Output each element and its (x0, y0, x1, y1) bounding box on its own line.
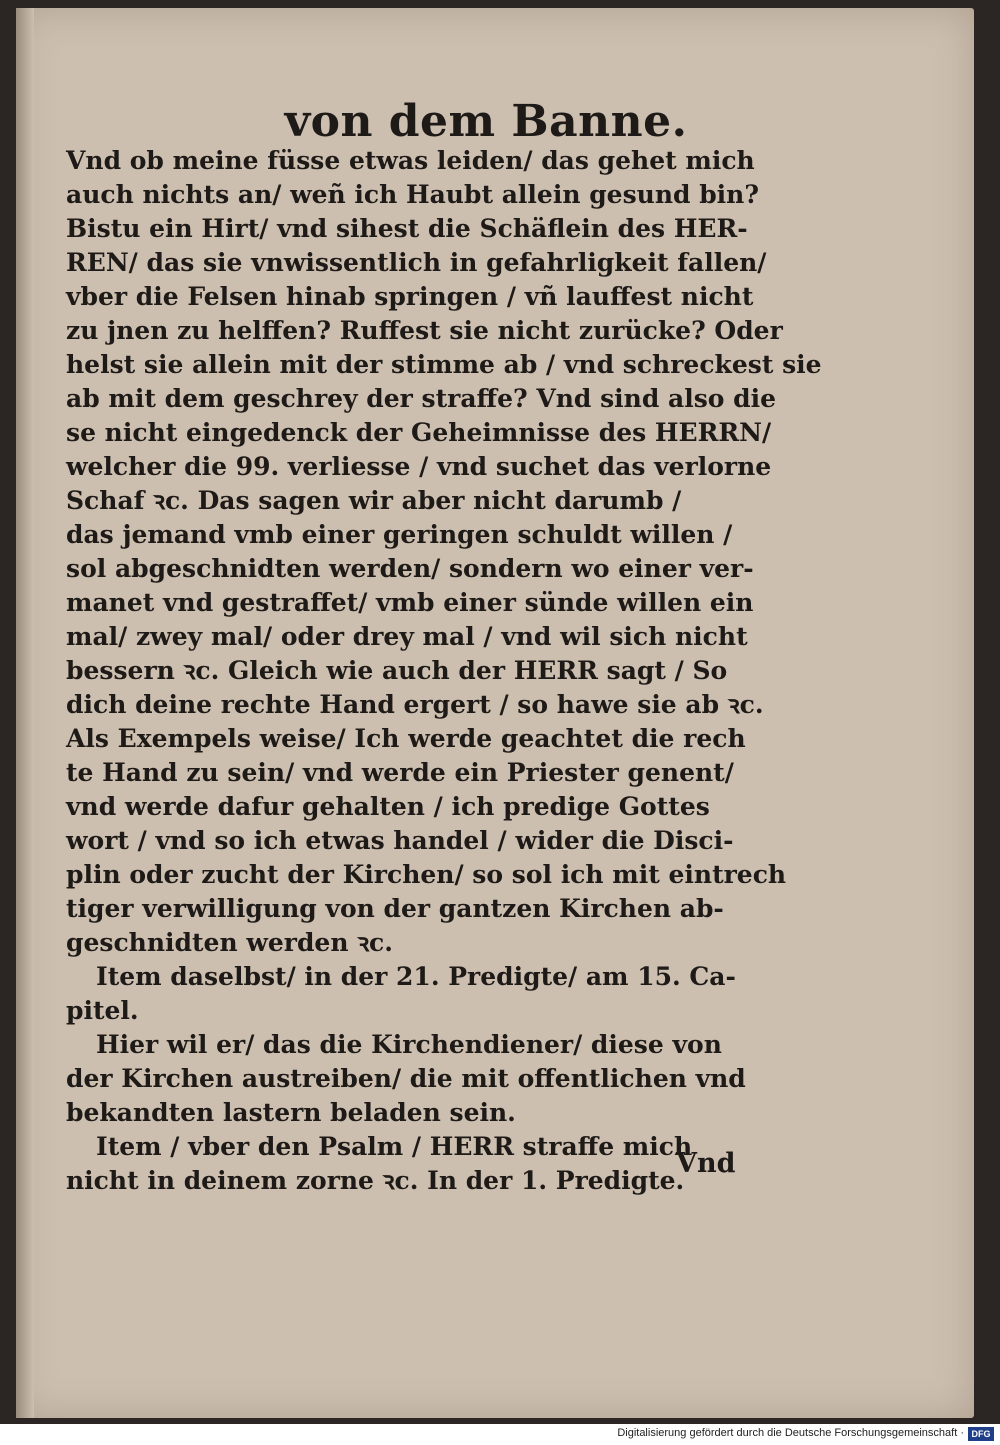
text-line: manet vnd gestraffet/ vmb einer sünde willen ein (66, 588, 754, 617)
text-line: nicht in deinem zorne ꝛc. In der 1. Predigte. (66, 1166, 685, 1195)
text-line: Bistu ein Hirt/ vnd sihest die Schäflein des HER- (66, 214, 748, 243)
text-line: REN/ das sie vnwissentlich in gefahrligkeit fallen/ (66, 248, 767, 277)
text-line: Schaf ꝛc. Das sagen wir aber nicht darumb / (66, 486, 682, 515)
text-line: zu jnen zu helffen? Ruffest sie nicht zurücke? Oder (66, 316, 783, 345)
text-line: tiger verwilligung von der gantzen Kirchen ab- (66, 894, 724, 923)
dfg-logo: DFG (968, 1427, 994, 1441)
text-line: mal/ zwey mal/ oder drey mal / vnd wil sich nicht (66, 622, 748, 651)
text-line: bessern ꝛc. Gleich wie auch der HERR sagt / So (66, 656, 728, 685)
text-line: Item / vber den Psalm / HERR straffe mich (96, 1132, 693, 1161)
text-line: welcher die 99. verliesse / vnd suchet das verlorne (66, 452, 772, 481)
text-line: plin oder zucht der Kirchen/ so sol ich mit eintrech (66, 860, 787, 889)
text-line: das jemand vmb einer geringen schuldt willen / (66, 520, 733, 549)
text-line: vnd werde dafur gehalten / ich predige Gottes (66, 792, 710, 821)
text-line: geschnidten werden ꝛc. (66, 928, 393, 957)
text-line: pitel. (66, 996, 139, 1025)
text-line: helst sie allein mit der stimme ab / vnd schreckest sie (66, 350, 822, 379)
book-page (16, 8, 974, 1418)
text-line: auch nichts an/ weñ ich Haubt allein gesund bin? (66, 180, 759, 209)
text-line: Vnd ob meine füsse etwas leiden/ das gehet mich (66, 146, 755, 175)
text-line: Als Exempels weise/ Ich werde geachtet die rech (66, 724, 746, 753)
text-line: Item daselbst/ in der 21. Predigte/ am 15. Ca- (96, 962, 736, 991)
footer-bar (0, 1424, 1000, 1445)
text-line: ab mit dem geschrey der straffe? Vnd sind also die (66, 384, 777, 413)
running-heading: von dem Banne. (284, 96, 688, 147)
text-line: der Kirchen austreiben/ die mit offentlichen vnd (66, 1064, 746, 1093)
text-line: Hier wil er/ das die Kirchendiener/ diese von (96, 1030, 722, 1059)
page-body-text (66, 144, 822, 1198)
catchword: Vnd (676, 1148, 736, 1179)
text-line: se nicht eingedenck der Geheimnisse des HERRN/ (66, 418, 772, 447)
funding-credit: Digitalisierung gefördert durch die Deutsche Forschungsgemeinschaft · (617, 1427, 964, 1439)
text-line: bekandten lastern beladen sein. (66, 1098, 516, 1127)
text-line: te Hand zu sein/ vnd werde ein Priester genent/ (66, 758, 734, 787)
text-line: vber die Felsen hinab springen / vñ lauffest nicht (66, 282, 754, 311)
page-spine-shadow (16, 8, 34, 1418)
text-line: dich deine rechte Hand ergert / so hawe sie ab ꝛc. (66, 690, 764, 719)
text-line: wort / vnd so ich etwas handel / wider die Disci- (66, 826, 734, 855)
text-line: sol abgeschnidten werden/ sondern wo einer ver- (66, 554, 754, 583)
